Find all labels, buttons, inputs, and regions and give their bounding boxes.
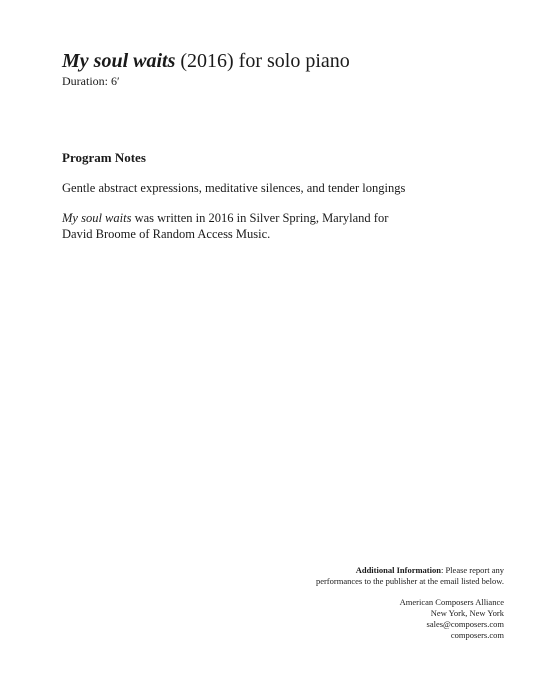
info-label: Additional Information [355,565,441,575]
info-line-2: performances to the publisher at the email listed below. [315,576,504,586]
work-title: My soul waits [62,50,176,72]
info-line-1 [316,565,504,576]
program-notes-paragraph-2 [62,210,392,242]
title-details: (2016) for solo piano [175,50,350,72]
publisher-contact [316,597,504,641]
paragraph-2-work-title: My soul waits [62,211,132,225]
additional-information [316,565,504,587]
piece-title [62,48,350,74]
program-notes-heading: Program Notes [62,150,146,165]
publisher-website[interactable]: composers.com [450,630,504,640]
program-notes-paragraph-1: Gentle abstract expressions, meditative silences, and tender longings [62,181,406,195]
duration: Duration: 6′ [62,74,120,88]
publisher-email[interactable]: sales@composers.com [426,619,504,629]
footer [316,565,504,641]
publisher-name: American Composers Alliance [399,597,504,607]
info-text-1: : Please report any [440,565,504,575]
publisher-city: New York, New York [430,608,504,618]
paragraph-2-text: was written in 2016 in Silver Spring, Maryland for David Broome of Random Access Music. [62,211,389,241]
